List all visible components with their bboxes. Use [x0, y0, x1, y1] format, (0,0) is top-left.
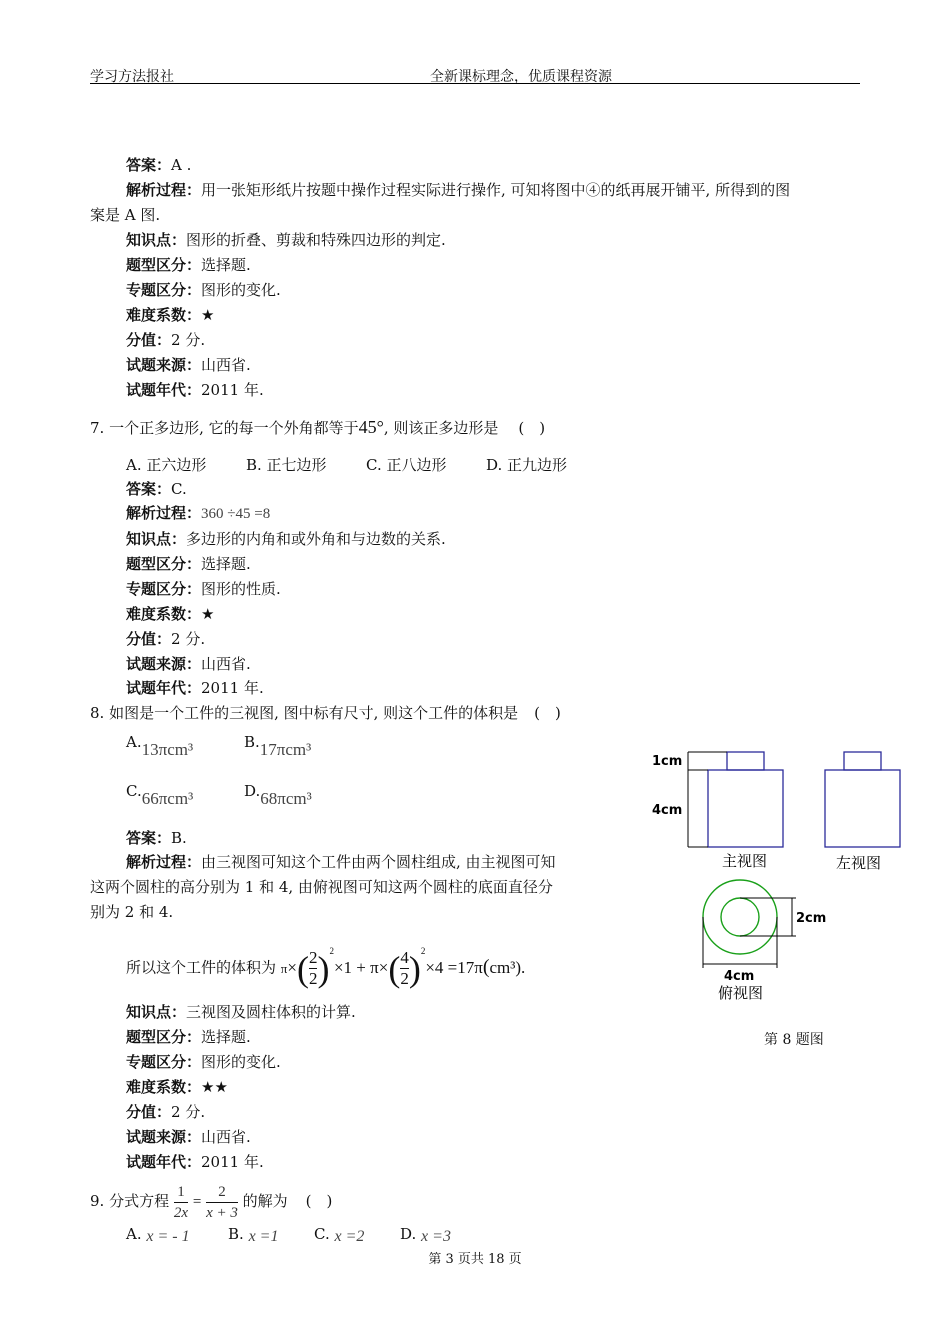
q9-option-a: A. x = - 1 — [126, 1225, 190, 1245]
q7-type: 题型区分：选择题. — [126, 555, 251, 573]
q7-source: 试题来源：山西省. — [126, 655, 251, 673]
q8-source: 试题来源：山西省. — [126, 1128, 251, 1146]
q6-answer: 答案：A . — [126, 156, 192, 174]
q9-option-b: B. x =1 — [228, 1225, 279, 1245]
q6-topic: 专题区分：图形的变化. — [126, 281, 281, 299]
top-view-inner-circle — [721, 898, 759, 936]
front-view-bottom-cylinder — [708, 770, 783, 847]
left-view — [825, 752, 900, 847]
q8-analysis-line2: 这两个圆柱的高分别为 1 和 4, 由俯视图可知这两个圆柱的底面直径分 — [90, 878, 553, 896]
q8-option-d: D.68πcm³ — [244, 782, 312, 808]
q8-option-a: A.13πcm³ — [126, 733, 194, 759]
dim-4cm-label: 4cm — [652, 803, 683, 818]
q7-score: 分值：2 分. — [126, 630, 206, 648]
q7-option-a: A. 正六边形 — [126, 456, 207, 474]
front-view-top-cylinder — [727, 752, 764, 770]
q9-stem: 9. 分式方程 $\frac{1}{2x}$ = $\frac{2}{x + 3}$ 的解为 ( ) — [90, 1183, 333, 1221]
q7-stem: 7. 一个正多边形, 它的每一个外角都等于45°, 则该正多边形是 ( ) — [90, 417, 546, 437]
q8-stem: 8. 如图是一个工件的三视图, 图中标有尺寸, 则这个工件的体积是 ( ) — [90, 704, 561, 722]
q9-option-c: C. x =2 — [314, 1225, 365, 1245]
q6-source: 试题来源：山西省. — [126, 356, 251, 374]
q7-topic: 专题区分：图形的性质. — [126, 580, 281, 598]
header-left: 学习方法报社 — [90, 69, 174, 85]
dim-1cm-label: 1cm — [652, 754, 683, 769]
q7-option-b: B. 正七边形 — [246, 456, 327, 474]
q8-score: 分值：2 分. — [126, 1103, 206, 1121]
q7-year: 试题年代：2011 年. — [126, 679, 264, 697]
q8-answer: 答案：B. — [126, 829, 187, 847]
q7-difficulty: 难度系数：★ — [126, 605, 215, 623]
left-view-top-cylinder — [844, 752, 881, 770]
q6-year: 试题年代：2011 年. — [126, 381, 264, 399]
q8-topic: 专题区分：图形的变化. — [126, 1053, 281, 1071]
dim-2cm-label: 2cm — [796, 911, 827, 926]
top-view — [703, 880, 777, 954]
q7-knowledge: 知识点：多边形的内角和或外角和与边数的关系. — [126, 530, 446, 548]
page-footer: 第 3 页共 18 页 — [428, 1252, 522, 1267]
q6-analysis-line2: 案是 A 图. — [90, 206, 161, 224]
top-view-outer-circle — [703, 880, 777, 954]
q8-option-b: B.17πcm³ — [244, 733, 312, 759]
q8-difficulty: 难度系数：★★ — [126, 1078, 228, 1096]
q6-score: 分值：2 分. — [126, 331, 206, 349]
q7-answer: 答案：C. — [126, 480, 187, 498]
q9-option-d: D. x =3 — [400, 1225, 451, 1245]
header-center: 全新课标理念，优质课程资源 — [430, 69, 612, 85]
three-view-figure — [640, 740, 920, 1070]
formula-body: π×( $\frac{2}{2}$ )$^2$×1 + π×( $\frac{4}{2}$ )$^2$×4 =17π(cm³). — [280, 946, 526, 989]
top-view-label: 俯视图 — [718, 984, 764, 1002]
q8-formula: 所以这个工件的体积为 π×( $\frac{2}{2}$ )$^2$×1 + π×( $\frac{4}{2}$ )$^2$×4 =17π(cm³). — [126, 946, 526, 989]
q8-knowledge: 知识点：三视图及圆柱体积的计算. — [126, 1003, 356, 1021]
q8-analysis-line1: 解析过程：由三视图可知这个工件由两个圆柱组成, 由主视图可知 — [126, 853, 556, 871]
q8-year: 试题年代：2011 年. — [126, 1153, 264, 1171]
q7-option-d: D. 正九边形 — [486, 456, 568, 474]
q7-option-c: C. 正八边形 — [366, 456, 447, 474]
dim-bottom-4cm-label: 4cm — [724, 969, 755, 984]
q6-type: 题型区分：选择题. — [126, 256, 251, 274]
left-view-label: 左视图 — [836, 854, 882, 872]
q6-analysis-line1: 解析过程：用一张矩形纸片按题中操作过程实际进行操作, 可知将图中④的纸再展开铺平, 所得到的图 — [126, 181, 791, 199]
header-rule — [90, 83, 860, 84]
figure-caption: 第 8 题图 — [764, 1032, 824, 1048]
q8-analysis-line3: 别为 2 和 4. — [90, 903, 174, 921]
q8-option-c: C.66πcm³ — [126, 782, 194, 808]
q6-knowledge: 知识点：图形的折叠、剪裁和特殊四边形的判定. — [126, 231, 446, 249]
front-view-label: 主视图 — [722, 852, 768, 870]
left-view-bottom-cylinder — [825, 770, 900, 847]
q8-type: 题型区分：选择题. — [126, 1028, 251, 1046]
front-view — [708, 752, 783, 847]
q7-analysis: 解析过程：360 ÷45 =8 — [126, 504, 271, 522]
q6-difficulty: 难度系数：★ — [126, 306, 215, 324]
